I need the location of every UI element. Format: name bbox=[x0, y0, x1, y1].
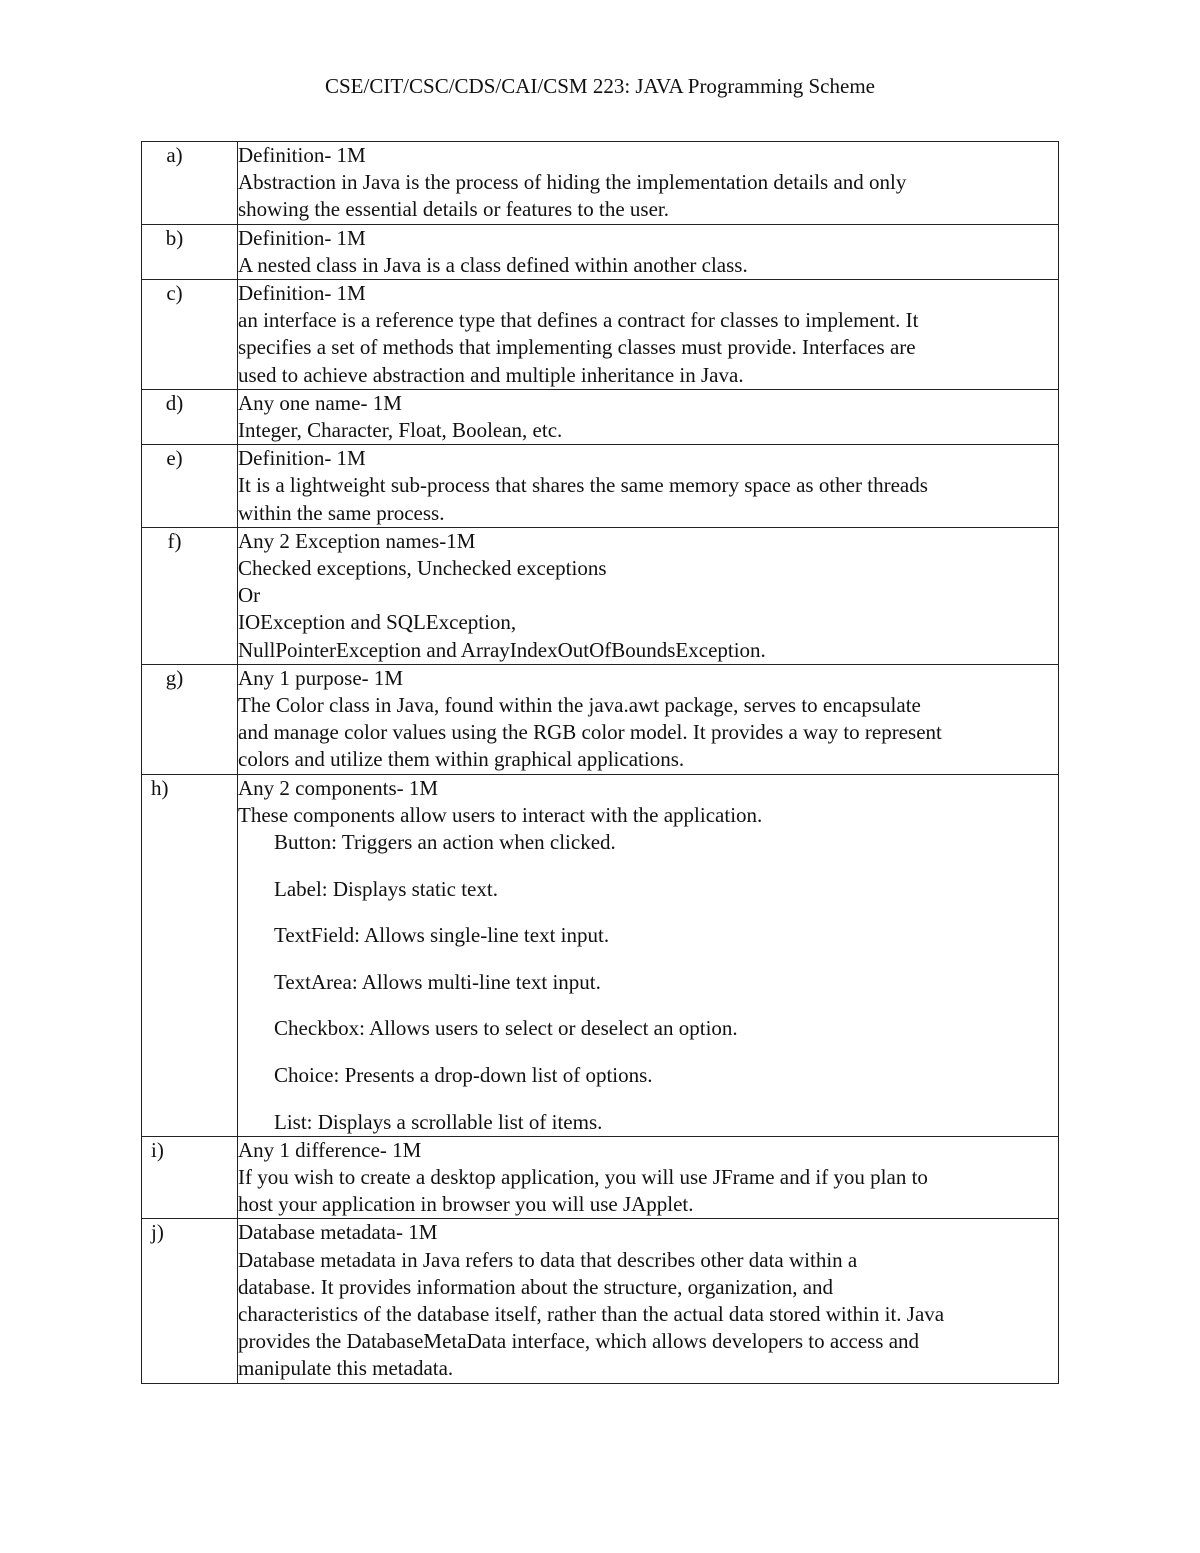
answer-line: The Color class in Java, found within the java.awt package, serves to encapsulate bbox=[238, 693, 921, 718]
list-item: TextArea: Allows multi-line text input. bbox=[274, 969, 601, 994]
answer-cell bbox=[238, 280, 1059, 390]
table-row bbox=[142, 1136, 1059, 1219]
answer-heading: Any 1 difference- 1M bbox=[238, 1137, 422, 1162]
table-row bbox=[142, 280, 1059, 390]
answer-line: showing the essential details or features to the user. bbox=[238, 197, 669, 222]
question-label: c) bbox=[142, 280, 238, 390]
list-item: TextField: Allows single-line text input. bbox=[274, 923, 610, 948]
answer-cell bbox=[238, 445, 1059, 528]
answer-heading: Any 2 Exception names-1M bbox=[238, 528, 476, 553]
answer-line: within the same process. bbox=[238, 500, 445, 525]
answer-line: Integer, Character, Float, Boolean, etc. bbox=[238, 418, 563, 443]
answer-line: host your application in browser you will use JApplet. bbox=[238, 1192, 694, 1217]
answer-heading: Definition- 1M bbox=[238, 281, 366, 306]
answer-heading: Database metadata- 1M bbox=[238, 1220, 438, 1245]
answer-line: manipulate this metadata. bbox=[238, 1356, 454, 1381]
answer-cell bbox=[238, 224, 1059, 279]
list-item: Choice: Presents a drop-down list of options. bbox=[274, 1063, 653, 1088]
answer-line: Database metadata in Java refers to data that describes other data within a bbox=[238, 1247, 858, 1272]
answer-heading: Definition- 1M bbox=[238, 446, 366, 471]
question-label: e) bbox=[142, 445, 238, 528]
table-row bbox=[142, 445, 1059, 528]
answer-cell bbox=[238, 389, 1059, 444]
answer-heading: Any one name- 1M bbox=[238, 390, 402, 415]
answer-heading: Definition- 1M bbox=[238, 225, 366, 250]
table-row bbox=[142, 664, 1059, 774]
question-label: b) bbox=[142, 224, 238, 279]
question-label: i) bbox=[142, 1136, 238, 1219]
answer-line: database. It provides information about the structure, organization, and bbox=[238, 1274, 834, 1299]
answer-line: IOException and SQLException, bbox=[238, 610, 517, 635]
list-item: Button: Triggers an action when clicked. bbox=[274, 830, 616, 855]
answer-line: If you wish to create a desktop application, you will use JFrame and if you plan to bbox=[238, 1165, 928, 1190]
answer-line: characteristics of the database itself, rather than the actual data stored within it. Java bbox=[238, 1302, 945, 1327]
answer-line: used to achieve abstraction and multiple inheritance in Java. bbox=[238, 362, 744, 387]
answer-line: colors and utilize them within graphical applications. bbox=[238, 747, 685, 772]
question-label: g) bbox=[142, 664, 238, 774]
list-item: Checkbox: Allows users to select or deselect an option. bbox=[274, 1016, 738, 1041]
answer-cell bbox=[238, 527, 1059, 664]
question-label: d) bbox=[142, 389, 238, 444]
answer-line: A nested class in Java is a class defined within another class. bbox=[238, 252, 748, 277]
question-label: a) bbox=[142, 142, 238, 225]
list-item: Label: Displays static text. bbox=[274, 876, 498, 901]
answer-line: provides the DatabaseMetaData interface, which allows developers to access and bbox=[238, 1329, 920, 1354]
table-row bbox=[142, 389, 1059, 444]
component-list bbox=[238, 829, 1058, 1136]
answer-scheme-table bbox=[141, 141, 1059, 1384]
answer-line: These components allow users to interact with the application. bbox=[238, 802, 763, 827]
question-label: f) bbox=[142, 527, 238, 664]
answer-heading: Definition- 1M bbox=[238, 143, 366, 167]
answer-cell bbox=[238, 1136, 1059, 1219]
table-row bbox=[142, 774, 1059, 1136]
question-label: h) bbox=[142, 774, 238, 1136]
answer-line: specifies a set of methods that implementing classes must provide. Interfaces are bbox=[238, 335, 916, 360]
table-row bbox=[142, 1219, 1059, 1383]
answer-heading: Any 1 purpose- 1M bbox=[238, 665, 404, 690]
list-item: List: Displays a scrollable list of items. bbox=[274, 1109, 603, 1134]
answer-heading: Any 2 components- 1M bbox=[238, 775, 439, 800]
answer-line: an interface is a reference type that defines a contract for classes to implement. It bbox=[238, 308, 919, 333]
answer-line: and manage color values using the RGB color model. It provides a way to represent bbox=[238, 720, 942, 745]
answer-cell bbox=[238, 664, 1059, 774]
answer-cell bbox=[238, 774, 1059, 1136]
answer-line: It is a lightweight sub-process that shares the same memory space as other threads bbox=[238, 473, 928, 498]
table-row bbox=[142, 142, 1059, 225]
answer-line: NullPointerException and ArrayIndexOutOfBoundsException. bbox=[238, 637, 766, 662]
answer-cell bbox=[238, 1219, 1059, 1383]
answer-cell bbox=[238, 142, 1059, 225]
answer-line: Checked exceptions, Unchecked exceptions bbox=[238, 556, 607, 581]
answer-line: Or bbox=[238, 583, 261, 608]
table-row bbox=[142, 527, 1059, 664]
page-title: CSE/CIT/CSC/CDS/CAI/CSM 223: JAVA Programming Scheme bbox=[325, 74, 875, 98]
table-row bbox=[142, 224, 1059, 279]
question-label: j) bbox=[142, 1219, 238, 1383]
answer-line: Abstraction in Java is the process of hiding the implementation details and only bbox=[238, 170, 907, 195]
